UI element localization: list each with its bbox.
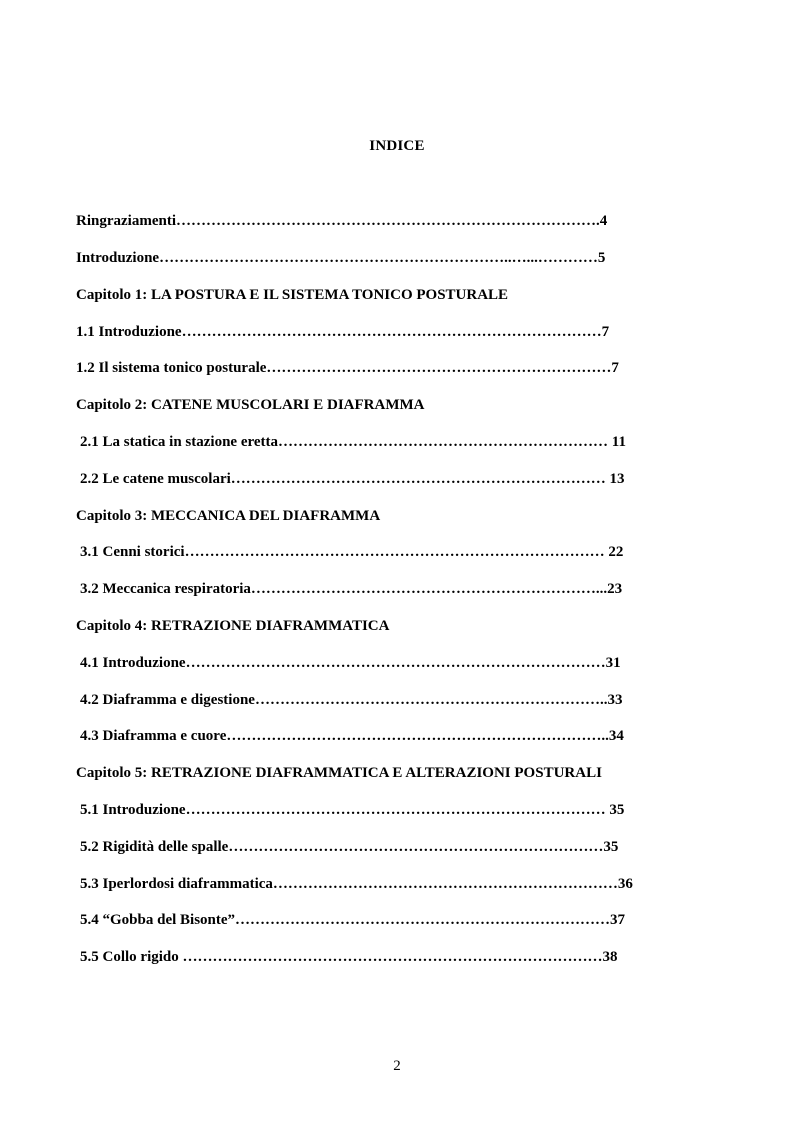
toc-entry-1-2: 1.2 Il sistema tonico posturale……………………………………………………………7 [76, 360, 619, 376]
toc-entry-3-2: 3.2 Meccanica respiratoria……………………………………………………………...23 [80, 581, 623, 597]
toc-entry-4-3: 4.3 Diaframma e cuore…………………………………………………………………..34 [80, 728, 624, 744]
toc-entry-5-1: 5.1 Introduzione………………………………………………………………………… 35 [80, 802, 625, 818]
page-number: 2 [393, 1058, 401, 1074]
toc-entry-1-1: 1.1 Introduzione…………………………………………………………………………7 [76, 324, 610, 340]
toc-chapter-2: Capitolo 2: CATENE MUSCOLARI E DIAFRAMMA [76, 397, 425, 413]
toc-entry-4-1: 4.1 Introduzione…………………………………………………………………………31 [80, 655, 621, 671]
page-title: INDICE [369, 138, 425, 154]
toc-entry-3-1: 3.1 Cenni storici………………………………………………………………………… 22 [80, 544, 624, 560]
toc-entry-2-2: 2.2 Le catene muscolari………………………………………………………………… 13 [80, 471, 625, 487]
toc-entry-5-5: 5.5 Collo rigido …………………………………………………………………………38 [80, 949, 618, 965]
toc-entry-5-2: 5.2 Rigidità delle spalle…………………………………………………………………35 [80, 839, 619, 855]
toc-entry-5-3: 5.3 Iperlordosi diaframmatica……………………………………………………………36 [80, 876, 633, 892]
toc-chapter-3: Capitolo 3: MECCANICA DEL DIAFRAMMA [76, 508, 381, 524]
toc-entry-4-2: 4.2 Diaframma e digestione……………………………………………………………..33 [80, 692, 623, 708]
toc-chapter-4: Capitolo 4: RETRAZIONE DIAFRAMMATICA [76, 618, 390, 634]
toc-entry-5-4: 5.4 “Gobba del Bisonte”…………………………………………………………………37 [80, 912, 626, 928]
toc-entry-introduzione: Introduzione……………………………………………………………..…...…………5 [76, 250, 606, 266]
toc-chapter-5: Capitolo 5: RETRAZIONE DIAFRAMMATICA E ALTERAZIONI POSTURALI [76, 765, 602, 781]
toc-entry-2-1: 2.1 La statica in stazione eretta………………………………………………………… 11 [80, 434, 626, 450]
toc-entry-ringraziamenti: Ringraziamenti………………………………………………………………………….4 [76, 213, 608, 229]
toc-chapter-1: Capitolo 1: LA POSTURA E IL SISTEMA TONICO POSTURALE [76, 287, 509, 303]
